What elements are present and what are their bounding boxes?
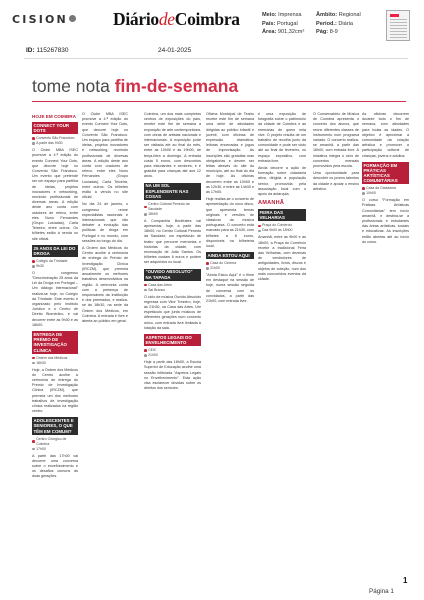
meta-row — [316, 20, 361, 29]
article-text: é uma exposição de fotografia sobre o património da cidade de Coimbra e as memórias de quem nela vive. O projeto resulta de um trabalho de recolha junto da comunidade e pode ser visto até ao final de fevereiro, no espaço expositivo, com entrada livre. — [258, 112, 306, 163]
clock-icon — [32, 362, 35, 365]
page-title — [32, 76, 238, 97]
meta-key: Meio: — [262, 12, 277, 18]
event-heading: ENTREGA DE PRÉMIO DE INVESTIGAÇÃO CLÍNICA — [32, 331, 78, 353]
event-info — [206, 261, 254, 271]
event-info — [32, 259, 78, 269]
event-info — [362, 186, 409, 196]
event-info — [32, 437, 78, 452]
event-place: Centro Cultural Penedo da Saudade — [148, 201, 190, 211]
meta-key: Área: — [262, 29, 277, 36]
event-place: Ordem dos Médicos — [36, 355, 68, 360]
meta-left — [262, 11, 304, 37]
article-text: Uma oportunidade para descobrir os jovens talentos da cidade e apoiar o ensino artístico. — [313, 171, 359, 191]
title-underline — [32, 101, 406, 102]
masthead-word-1: Diário — [113, 9, 159, 29]
event-place: Casa da Cidadania — [366, 186, 396, 191]
event-heading: AINDA ESTOU AQUI — [206, 252, 254, 259]
section-heading-tomorrow: AMANHÃ — [258, 200, 285, 207]
event-heading: ADOLESCENTES E SENIORES, O QUE TÊM EM COMUM? — [32, 417, 78, 434]
article-text: As oficinas decorrem durante todo o fim de semana, com atividades para todas as idades. O objetivo é aproximar a comunidade da criação artística e promover a participação cultural de crianças, jovens e adultos. — [362, 112, 409, 158]
location-icon — [206, 262, 209, 265]
article-text: Hoje a partir das 18h00, a Escola Superior de Educação acolhe uma sessão intitulada "Aspetos Legais no Envelhecimento". Esta ação visa esclarecer dúvidas sobre os direitos dos seniores. — [144, 360, 201, 391]
event-place: Casa do Cinema — [210, 261, 237, 266]
event-heading: FORMAÇÃO EM PRÁTICAS ARTÍSTICAS COMUNITÁRIAS — [362, 162, 409, 184]
article-text: A Companhia Bonifrates vai apresentar, hoje, a partir das 18h00, no Centro Cultural Penedo da Saudade, um espetáculo de teatro que percorre memórias e histórias da cidade, com encenação de João Santos. Os bilhetes custam 6 euros e podem ser adquiridos no local. — [144, 218, 201, 265]
event-time: 18h30 — [36, 360, 46, 365]
article-text: Hoje, a Ordem dos Médicos do Centro acolhe a cerimónia de entrega do Prémio de Investigação Clínica (IRCZM), que premeia um dos melhores trabalhos de investigação clínica realizados na região centro. — [32, 367, 78, 414]
location-icon — [144, 206, 147, 209]
page-thumbnail[interactable] — [386, 10, 410, 41]
event-place: Convento São Francisco — [36, 136, 75, 141]
header-divider — [24, 58, 408, 59]
meta-key: País: — [262, 20, 276, 27]
meta-value: 8-9 — [329, 29, 338, 36]
article-text: A Ordem dos Médicos do Centro acolhe a cerimónia de entrega do Prémio de Investigação Clínica (IRCZM), que premeia anualmente os melhores trabalhos desenvolvidos na região. A cerimónia conta com a presença de responsáveis da instituição e dos premiados, e realiza-se às 18h30, na sede da Ordem dos Médicos, em Coimbra. A entrada é livre e aberta ao público em geral. — [82, 246, 128, 323]
location-icon — [144, 284, 147, 287]
event-time: 21h00 — [210, 266, 220, 271]
location-icon — [362, 187, 365, 190]
event-info — [32, 356, 78, 366]
meta-value: 901,32cm² — [277, 29, 305, 36]
location-icon — [32, 137, 35, 140]
clock-icon — [144, 213, 147, 216]
event-place: Casa das Artes — [148, 282, 172, 287]
title-accent: fim-de-semana — [114, 76, 239, 96]
page-number: 1 — [403, 576, 408, 585]
article-text: Amanhã, entre as 9h00 e as 18h00, a Praça do Comércio recebe a tradicional Feira das Velharias, com dezenas de vendedores de antiguidades, livros, discos e objetos de coleção, num dos mais concorridos eventos da cidade. — [258, 235, 306, 282]
event-info — [144, 283, 201, 293]
meta-value: Regional — [338, 12, 361, 18]
clock-icon — [32, 142, 35, 145]
column-5 — [258, 112, 306, 284]
clock-icon — [32, 448, 35, 451]
article-text: A partir das 17h00 vai decorrer uma conversa sobre o envelhecimento e os desafios comuns às duas gerações. — [32, 453, 78, 479]
location-icon — [144, 349, 147, 352]
masthead-word-3: Coimbra — [174, 9, 240, 29]
clock-icon — [144, 354, 147, 357]
event-time: 18h00 — [148, 211, 158, 216]
location-icon — [258, 225, 261, 228]
event-place: Praça do Comércio — [262, 223, 293, 228]
title-plain: tome nota — [32, 76, 115, 96]
clipping-id — [26, 47, 69, 54]
event-info — [258, 223, 306, 233]
location-icon — [32, 440, 35, 443]
clock-icon — [144, 289, 147, 292]
cision-wordmark: CISION — [12, 13, 68, 26]
masthead-word-2: de — [158, 9, 175, 29]
id-value: 115267830 — [36, 47, 69, 54]
article-text: O Conservatório de Música de Coimbra apresenta o concerto dos alunos, que reúne diferentes classes de instrumento num programa variado. O concerto realiza-se amanhã, a partir das 16h00, com entrada livre. A iniciativa integra o ciclo de concertos mensais promovidos pela escola. — [313, 112, 359, 169]
event-heading: "OUVIDO ABSOLUTO" NA TAPADA — [144, 269, 201, 281]
clock-icon — [206, 267, 209, 270]
column-3 — [144, 112, 201, 393]
newspaper-masthead — [113, 9, 240, 30]
cision-logo — [12, 13, 76, 26]
article-text: Coimbra, um dos mais completos centros de exposições do país, recebe este fim de semana a exposição de arte contemporânea, com obras de artistas nacionais e internacionais. A exposição pode ser visitada até ao final do mês, entre as 10h00 e as 19h00, de terça-feira a domingo. A entrada custa 5 euros, com descontos para estudantes e seniores, e é gratuita para crianças até aos 12 anos. — [144, 112, 201, 179]
event-time: 17h00 — [36, 446, 46, 451]
meta-right — [316, 11, 361, 37]
event-heading: 25 ANOS DA LEI DO DROGA — [32, 245, 78, 257]
article-text: O Clube MBA ISEC promove a 4.ª edição do evento Connect Your Dots, que decorre hoje no Convento São Francisco. Um evento que pretende ser um espaço para partilha de ideias, projetos inovadores e networking, reunindo profissionais de diversas áreas. A edição deste ano conta com oradores de relevo, entre eles Nuno Fernandes (Grupo Lusíadas), Carla Teixeira, entre outros. Os bilhetes estão à venda no site oficial. — [32, 148, 78, 241]
event-place: CEIC — [148, 348, 157, 353]
location-icon — [32, 260, 35, 263]
meta-value: Portugal — [276, 20, 298, 27]
column-2 — [82, 112, 128, 326]
event-heading: ASPETOS LEGAIS DO ENVELHECIMENTO — [144, 334, 201, 346]
article-text: O congresso "Descriminação 25 anos da Lei da Droga em Portugal – Um diálogo internacional" realiza-se hoje, no Colégio da Trindade. Este evento é organizado pelo Instituto Jurídico e o Centro de Direito Biomédico, e vai decorrer entre as 9h30 e as 18h00. — [32, 270, 78, 327]
article-text: O curso "Formação em Práticas Artísticas Comunitárias" tem início amanhã, e destina-se a profissionais e estudantes das áreas artísticas, sociais e educativas. As inscrições estão abertas até ao início do curso. — [362, 198, 409, 244]
meta-row — [316, 11, 361, 20]
article-text: Oficina Municipal de Teatro recebe este fim de semana uma série de atividades dirigidas ao público infantil e juvenil, com oficinas de expressão dramática, leituras encenadas e jogos de improvisação. As inscrições são gratuitas mas obrigatórias e devem ser feitas através do site do município, até ao final do dia de hoje. As oficinas decorrem entre as 10h00 e as 12h30, e entre as 14h30 e as 17h00. — [206, 112, 254, 195]
event-time: 9h30 — [36, 263, 44, 268]
event-info — [32, 136, 78, 146]
clock-icon — [362, 192, 365, 195]
event-time: Das 9h00 às 18h00 — [262, 228, 293, 233]
meta-row — [316, 28, 361, 37]
event-place: Centro Cirúrgico de Coimbra — [36, 436, 67, 446]
column-6 — [313, 112, 359, 194]
event-time: Sai Branco — [148, 287, 166, 292]
meta-row — [262, 11, 304, 20]
meta-value: Diária — [338, 20, 354, 27]
location-icon — [32, 357, 35, 360]
event-info — [144, 202, 201, 217]
article-text: No dia 24 de janeiro, o congresso reúne especialistas nacionais e internacionais que vão debater a evolução das políticas de droga em Portugal e no mundo, com sessões ao longo do dia. — [82, 202, 128, 243]
cision-dot-icon — [69, 15, 76, 22]
column-7 — [362, 112, 409, 247]
id-label: ID: — [26, 47, 35, 54]
meta-row — [262, 28, 304, 37]
event-time: 21h00 — [148, 353, 158, 358]
meta-row — [262, 20, 304, 29]
article-text: "Ainda Estou Aqui" é o filme em destaque na sessão de hoje, numa sessão seguida de conversa com os convidados, a partir das 21h00, com entrada livre. — [206, 273, 254, 304]
meta-key: Pág: — [316, 29, 329, 36]
event-heading: FEIRA DAS VELHARIAS — [258, 209, 306, 221]
event-time: 10h00 — [366, 191, 376, 196]
event-place: Colégio da Trindade — [36, 258, 68, 263]
meta-key: Âmbito: — [316, 12, 338, 18]
column-4 — [206, 112, 254, 306]
article-text: O ciclo de música Ouvido Absoluto regressa com Vitor Trezeiro, hoje, às 21h30, na Casa das Artes. Um espetáculo que junta músicos de diferentes gerações num concerto único, com entrada livre limitada à lotação da sala. — [144, 294, 201, 330]
article-text: Ainda decorre a ação de formação sobre cidadania ativa, dirigida à população sénior, promovida pela associação local com o apoio da autarquia. — [258, 166, 306, 197]
article-text: O Clube MBA ISEC promove a 4.ª edição do evento Connect Your Dots, que decorre hoje no Convento São Francisco. Um espaço para partilha de ideias, projetos inovadores e networking, reunindo profissionais de diversas áreas. A edição deste ano conta com oradores de relevo, entre eles Nuno Fernandes (Grupo Lusíadas), Carla Teixeira, entre outros. Os bilhetes estão à venda no site oficial. — [82, 112, 128, 200]
article-text: Hoje realiza-se o concerto de apresentação do novo disco, que apresenta temas originais e versões de clássicos da música portuguesa. O concerto está marcado para as 21h30, com bilhetes a 8 euros, disponíveis na bilheteira local. — [206, 197, 254, 249]
clock-icon — [32, 265, 35, 268]
page-label: Página 1 — [369, 588, 394, 595]
clock-icon — [258, 230, 261, 233]
column-1 — [32, 112, 78, 482]
event-time: A partir das 9h30 — [36, 141, 63, 146]
event-info — [144, 348, 201, 358]
event-heading: NA UM SOL ESPLENDENTE NAS COSAS — [144, 183, 201, 200]
meta-key: Period.: — [316, 20, 337, 27]
section-heading: HOJE EM COIMBRA — [32, 114, 76, 119]
clipping-header — [0, 0, 424, 64]
clipping-date: 24-01-2025 — [158, 47, 192, 54]
meta-value: Imprensa — [278, 12, 302, 18]
event-heading: CONNECT YOUR DOTS — [32, 122, 78, 134]
